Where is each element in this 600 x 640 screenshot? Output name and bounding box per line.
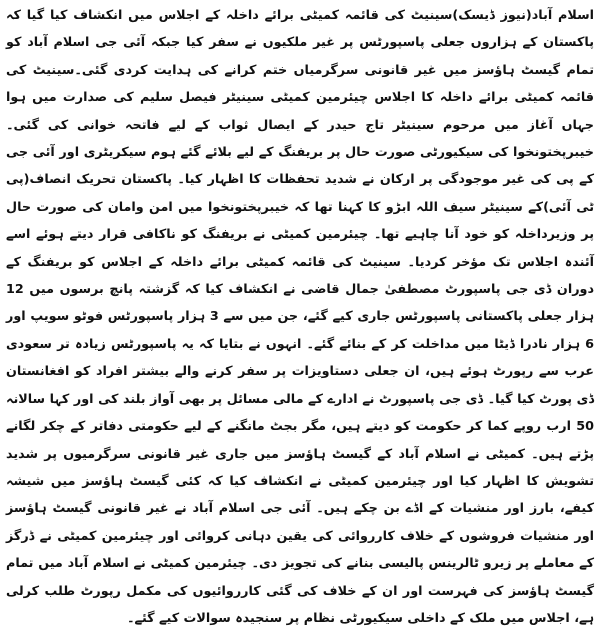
article-body: اسلام آباد(نیوز ڈیسک)سینیٹ کی قائمہ کمیٹی برائے داخلہ کے اجلاس میں انکشاف کیا گیا کہ پاکستان کے ہزاروں جعلی پاسپورٹس پر غیر ملکیوں نے سفر کیا جبکہ آئی جی اسلام آباد کو تمام گیسٹ ہاؤسز میں غیر قانونی سرگرمیاں ختم کرانے کی ہدایت کردی گئی۔سینیٹ کی قائمہ کمیٹی برائے داخلہ کا اجلاس چیئرمین کمیٹی سینیٹر فیصل سلیم کی صدارت میں ہوا جہاں آغاز میں مرحوم سینیٹر تاج حیدر کے ایصال ثواب کے لیے فاتحہ خوانی کی گئی۔ خیبرپختونخوا کی سیکیورٹی صورت حال پر بریفنگ کے لیے بلائے گئے ہوم سیکریٹری اور آئی جی کے پی کی غیر موجودگی پر ارکان نے شدید تحفظات کا اظہار کیا۔ پاکستان تحریک انصاف(پی ٹی آئی)کے سینیٹر سیف اللہ ابڑو کا کہنا تھا کہ خیبرپختونخوا میں امن وامان کی صورت حال پر وزیرداخلہ کو خود آنا چاہیے تھا۔ چیئرمین کمیٹی نے بریفنگ کو ناکافی قرار دیتے ہوئے اسے آئندہ اجلاس تک مؤخر کردیا۔ سینیٹ کی قائمہ کمیٹی برائے داخلہ کے اجلاس کو بریفنگ کے دوران ڈی جی پاسپورٹ مصطفیٰ جمال قاضی نے انکشاف کیا کہ گزشتہ پانچ برسوں میں 12 ہزار جعلی پاکستانی پاسپورٹس جاری کیے گئے، جن میں سے 3 ہزار پاسپورٹس فوٹو سویپ اور 6 ہزار نادرا ڈیٹا میں مداخلت کر کے بنائے گئے۔ انہوں نے بتایا کہ یہ پاسپورٹس زیادہ تر سعودی عرب سے رپورٹ ہوئے ہیں، ان جعلی دستاویزات پر سفر کرنے والے بیشتر افراد کو افغانستان ڈی پورٹ کیا گیا۔ ڈی جی پاسپورٹ نے ادارے کے مالی مسائل پر بھی آواز بلند کی اور کہا سالانہ 50 ارب روپے کما کر حکومت کو دیتے ہیں، مگر بجٹ مانگنے کے لیے حکومتی دفاتر کے چکر لگانے پڑتے ہیں۔ کمیٹی نے اسلام آباد کے گیسٹ ہاؤسز میں جاری غیر قانونی سرگرمیوں پر شدید تشویش کا اظہار کیا اور چیئرمین کمیٹی نے انکشاف کیا کہ کئی گیسٹ ہاؤسز میں شیشہ کیفے، بارز اور منشیات کے اڈے بن چکے ہیں۔ آئی جی اسلام آباد نے غیر قانونی گیسٹ ہاؤسز اور منشیات فروشوں کے خلاف کارروائی کی یقین دہانی کروائی اور چیئرمین کمیٹی نے ڈرگز کے معاملے پر زیرو ٹالرینس پالیسی بنانے کی تجویز دی۔ چیئرمین کمیٹی نے اسلام آباد میں تمام گیسٹ ہاؤسز کی فہرست اور ان کے خلاف کی گئی کارروائیوں کی مکمل رپورٹ طلب کرلی ہے، اجلاس میں ملک کے داخلی سیکیورٹی نظام پر سنجیدہ سوالات کیے گئے۔ bbox=[6, 8, 594, 626]
